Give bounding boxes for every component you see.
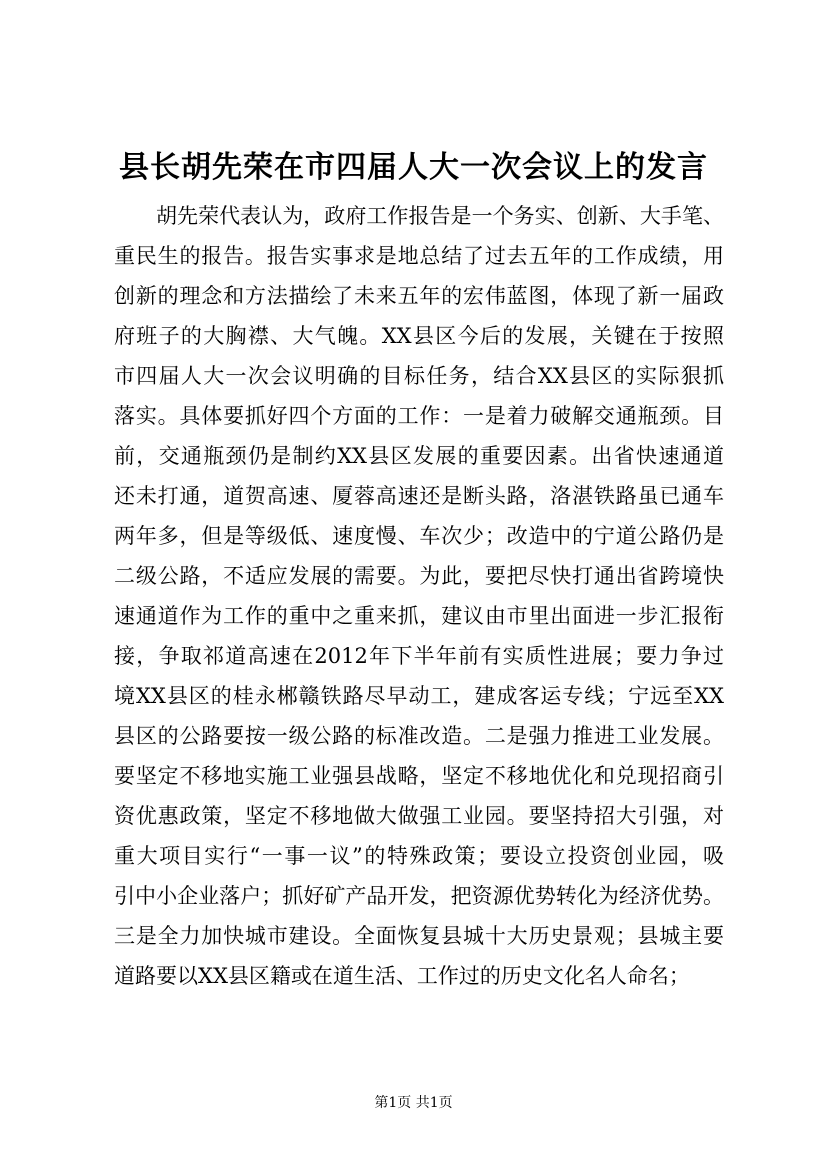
body-line: 市四届人大一次会议明确的目标任务，结合XX县区的实际狠抓 [114, 364, 724, 388]
document-title: 县长胡先荣在市四届人大一次会议上的发言 [119, 150, 708, 185]
body-line: 三是全力加快城市建设。全面恢复县城十大历史景观；县城主要 [114, 924, 724, 948]
body-line: 府班子的大胸襟、大气魄。XX县区今后的发展，关键在于按照 [114, 324, 724, 348]
body-line: 资优惠政策，坚定不移地做大做强工业园。要坚持招大引强，对 [114, 804, 724, 828]
body-line: 创新的理念和方法描绘了未来五年的宏伟蓝图，体现了新一届政 [114, 284, 724, 308]
body-line: 两年多，但是等级低、速度慢、车次少；改造中的宁道公路仍是 [114, 524, 724, 548]
body-line: 道路要以XX县区籍或在道生活、工作过的历史文化名人命名； [114, 964, 690, 988]
body-line: 境XX县区的桂永郴赣铁路尽早动工，建成客运专线；宁远至XX [114, 684, 724, 708]
body-line: 落实。具体要抓好四个方面的工作：一是着力破解交通瓶颈。目 [114, 404, 724, 428]
document-body [114, 196, 724, 996]
body-line: 要坚定不移地实施工业强县战略，坚定不移地优化和兑现招商引 [114, 764, 724, 788]
body-line: 前，交通瓶颈仍是制约XX县区发展的重要因素。出省快速通道 [114, 444, 724, 468]
body-line: 县区的公路要按一级公路的标准改造。二是强力推进工业发展。 [114, 724, 724, 748]
body-line: 胡先荣代表认为，政府工作报告是一个务实、创新、大手笔、 [156, 204, 724, 228]
body-line: 接，争取祁道高速在2012年下半年前有实质性进展；要力争过 [114, 644, 724, 668]
page-number: 第1页 共1页 [374, 1095, 453, 1111]
body-line: 引中小企业落户；抓好矿产品开发，把资源优势转化为经济优势。 [114, 884, 724, 908]
body-line: 还未打通，道贺高速、厦蓉高速还是断头路，洛湛铁路虽已通车 [114, 484, 724, 508]
body-line: 速通道作为工作的重中之重来抓，建议由市里出面进一步汇报衔 [114, 604, 724, 628]
body-line: 二级公路，不适应发展的需要。为此，要把尽快打通出省跨境快 [114, 564, 724, 588]
body-line: 重大项目实行“一事一议”的特殊政策；要设立投资创业园，吸 [114, 844, 724, 868]
body-line: 重民生的报告。报告实事求是地总结了过去五年的工作成绩，用 [114, 244, 724, 268]
